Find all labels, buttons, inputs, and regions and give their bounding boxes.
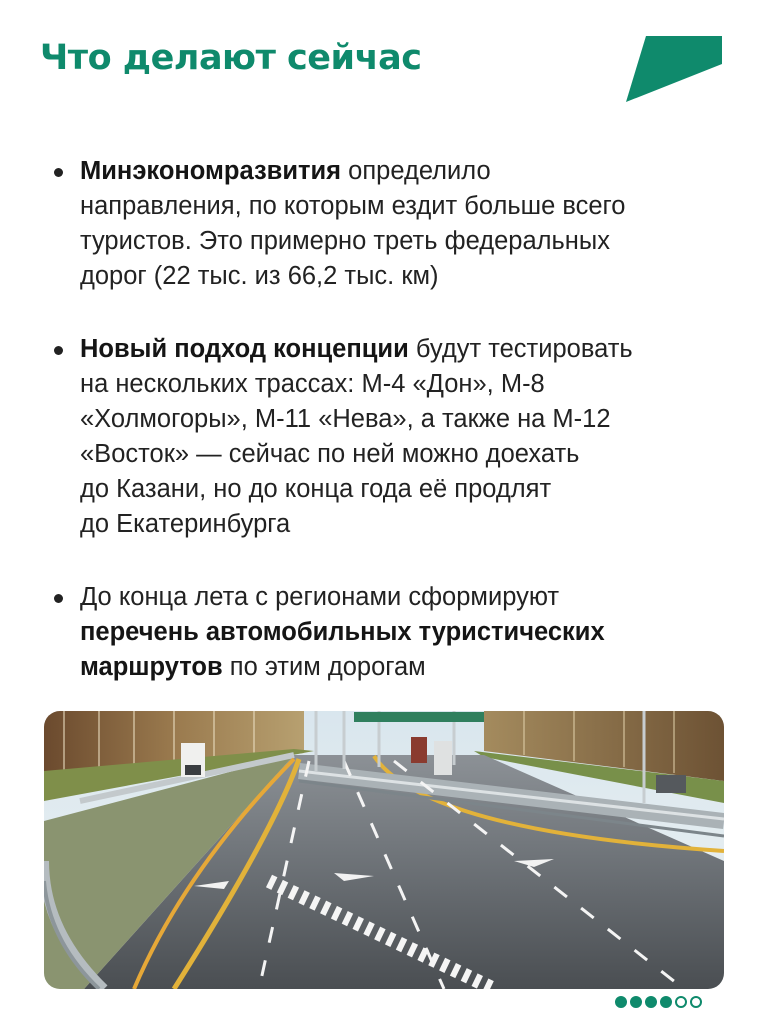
bullet-text: туристов. Это примерно треть федеральных [80,227,610,255]
bullet-line [80,332,728,367]
bullet-text: до Екатеринбурга [80,510,291,538]
bullet-dot-icon [54,346,63,355]
bullet-text: «Восток» — сейчас по ней можно доехать [80,440,580,468]
highway-photo [44,711,724,989]
bullet-line [80,259,728,294]
bullet-bold-text: перечень автомобильных туристических [80,618,605,646]
bullet-text: До конца лета с регионами сформируют [80,583,560,611]
pagination-dot [615,996,627,1008]
bullet-list [48,154,728,685]
bullet-line [80,580,728,615]
bullet-line [80,154,728,189]
pagination-dot [645,996,657,1008]
bullet-line [80,615,728,650]
bullet-item [48,154,728,294]
bullet-item [48,580,728,685]
bullet-text: определило [341,157,491,185]
bullet-text: будут тестировать [408,335,633,363]
pagination-dot [630,996,642,1008]
bullet-line [80,224,728,259]
bullet-text: до Казани, но до конца года её продлят [80,475,552,503]
bullet-line [80,472,728,507]
bullet-line [80,507,728,542]
bullet-item [48,332,728,542]
pagination-dot [690,996,702,1008]
bullet-text: направления, по которым ездит больше всего [80,192,626,220]
bullet-line [80,367,728,402]
pagination-dot [675,996,687,1008]
bullet-text: по этим дорогам [222,653,426,681]
bullet-bold-text: Минэкономразвития [80,157,342,185]
bullet-dot-icon [54,594,63,603]
bullet-line [80,189,728,224]
bullet-dot-icon [54,168,63,177]
pagination-dot [660,996,672,1008]
logo-parallelogram-icon [626,36,722,102]
bullet-line [80,402,728,437]
bullet-line [80,650,728,685]
bullet-text: дорог (22 тыс. из 66,2 тыс. км) [80,262,439,290]
bullet-bold-text: маршрутов [80,653,223,681]
page-title: Что делают сейчас [40,38,422,78]
bullet-text: «Холмогоры», М-11 «Нева», а также на М-12 [80,405,611,433]
bullet-bold-text: Новый подход концепции [80,335,409,363]
pagination-dots [615,996,702,1008]
bullet-text: на нескольких трассах: М-4 «Дон», М-8 [80,370,545,398]
bullet-line [80,437,728,472]
